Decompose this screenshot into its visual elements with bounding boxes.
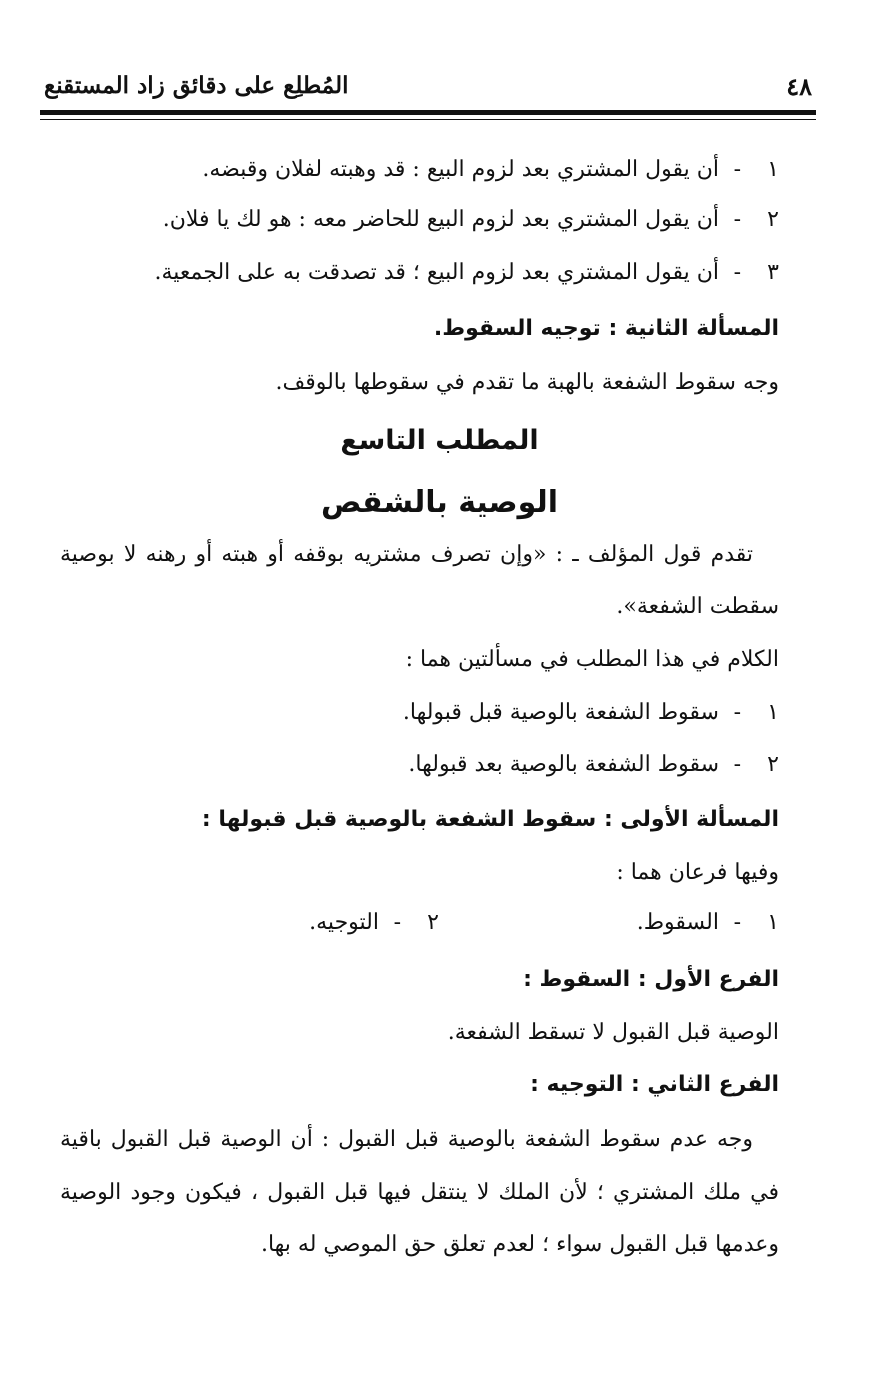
page-number: ٤٨ — [786, 72, 812, 101]
issue2-heading: المسألة الثانية : توجيه السقوط. — [433, 316, 779, 341]
branch2-paragraph-line: في ملك المشتري ؛ لأن الملك لا ينتقل فيها قبل القبول ، فيكون وجود الوصية — [60, 1180, 779, 1205]
header-rule-thick — [40, 110, 816, 115]
intro-paragraph: الكلام في هذا المطلب في مسألتين هما : — [405, 647, 779, 672]
branch1-heading: الفرع الأول : السقوط : — [523, 967, 779, 992]
list-item: ٣-أن يقول المشتري بعد لزوم البيع ؛ قد تصدقت به على الجمعية. — [155, 258, 780, 288]
issue2-paragraph: وجه سقوط الشفعة بالهبة ما تقدم في سقوطها بالوقف. — [275, 370, 779, 395]
list-item: ١-سقوط الشفعة بالوصية قبل قبولها. — [403, 698, 779, 728]
list-item-text: أن يقول المشتري بعد لزوم البيع ؛ قد تصدقت به على الجمعية. — [154, 260, 719, 285]
section-subtitle: الوصية بالشقص — [320, 485, 559, 520]
list-item-number: ١ — [767, 157, 779, 182]
branch-number: ٢ — [427, 910, 439, 935]
branch1-paragraph: الوصية قبل القبول لا تسقط الشفعة. — [447, 1020, 779, 1045]
author-quote-line: تقدم قول المؤلف ـ : «وإن تصرف مشتريه بوقفه أو هبته أو رهنه لا بوصية — [60, 542, 753, 567]
branch-number: ١ — [767, 910, 779, 935]
list-item: ٢-أن يقول المشتري بعد لزوم البيع للحاضر معه : هو لك يا فلان. — [163, 205, 779, 235]
branch2-paragraph-line: وجه عدم سقوط الشفعة بالوصية قبل القبول : أن الوصية قبل القبول باقية — [60, 1127, 753, 1152]
branch2-heading: الفرع الثاني : التوجيه : — [530, 1072, 779, 1097]
header-rule-thin — [40, 119, 816, 120]
branch-item: ١-السقوط. — [637, 908, 779, 938]
branch-item: ٢-التوجيه. — [309, 908, 439, 938]
branches-intro: وفيها فرعان هما : — [616, 860, 779, 885]
running-header — [40, 72, 812, 106]
list-item-text: أن يقول المشتري بعد لزوم البيع : قد وهبته لفلان وقبضه. — [202, 157, 719, 182]
branch-text: السقوط. — [636, 910, 719, 935]
list-item-number: ٢ — [767, 752, 779, 777]
list-item-number: ٣ — [767, 260, 779, 285]
section-title: المطلب التاسع — [340, 425, 539, 456]
issue1-heading: المسألة الأولى : سقوط الشفعة بالوصية قبل قبولها : — [201, 807, 779, 832]
branch-text: التوجيه. — [309, 910, 379, 935]
list-item: ١-أن يقول المشتري بعد لزوم البيع : قد وهبته لفلان وقبضه. — [202, 155, 779, 185]
list-item-text: أن يقول المشتري بعد لزوم البيع للحاضر معه : هو لك يا فلان. — [162, 207, 719, 232]
branch2-paragraph-line: وعدمها قبل القبول سواء ؛ لعدم تعلق حق الموصي له بها. — [260, 1232, 779, 1257]
list-item-number: ١ — [767, 700, 779, 725]
author-quote-line: سقطت الشفعة». — [616, 594, 779, 619]
list-item-number: ٢ — [767, 207, 779, 232]
list-item-text: سقوط الشفعة بالوصية بعد قبولها. — [408, 752, 719, 777]
list-item-text: سقوط الشفعة بالوصية قبل قبولها. — [402, 700, 719, 725]
book-title: المُطلِع على دقائق زاد المستقنع — [44, 72, 349, 99]
list-item: ٢-سقوط الشفعة بالوصية بعد قبولها. — [408, 750, 779, 780]
